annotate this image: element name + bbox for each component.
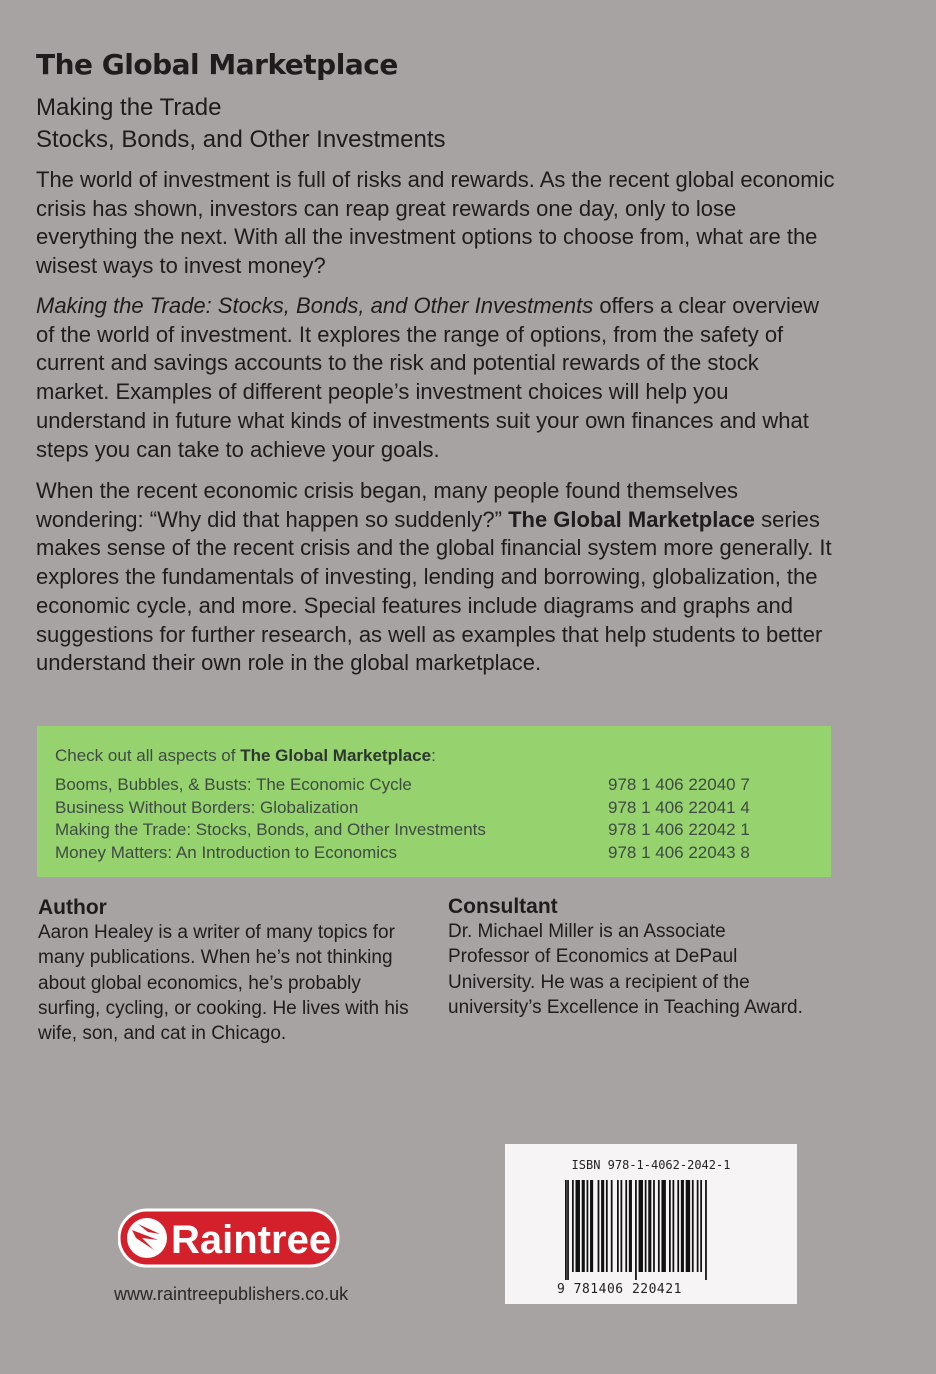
series-list-box (37, 726, 831, 877)
paragraph-3-text-a: When the recent economic crisis began, many people found themselves wondering: “Why did that happen so suddenly?” (36, 478, 738, 532)
series-book-isbn: 978 1 406 22040 7 (608, 775, 750, 794)
author-bio: Aaron Healey is a writer of many topics for many publications. When he’s not thinking about global economics, he’s probably surfing, cycling, or cooking. He lives with his wife, son, and cat in Chicago. (38, 922, 409, 1045)
raintree-logo-icon (118, 1208, 340, 1270)
barcode-panel (505, 1144, 797, 1304)
book-title-line2: Stocks, Bonds, and Other Investments (36, 126, 446, 153)
logo-wordmark: Raintree (171, 1218, 332, 1262)
book-title-line1: Making the Trade (36, 94, 222, 121)
description-paragraph-3 (36, 477, 836, 678)
series-book-row (55, 843, 815, 866)
series-book-title: Money Matters: An Introduction to Economics (55, 843, 398, 862)
barcode-isbn-label: ISBN 978-1-4062-2042-1 (571, 1158, 731, 1172)
raintree-logo (118, 1208, 340, 1275)
series-title: The Global Marketplace (36, 48, 398, 81)
consultant-heading: Consultant (448, 895, 558, 918)
author-heading: Author (38, 896, 107, 919)
series-book-title: Booms, Bubbles, & Busts: The Economic Cycle (55, 775, 412, 794)
series-book-title: Making the Trade: Stocks, Bonds, and Other Investments (55, 820, 486, 839)
series-book-title: Business Without Borders: Globalization (55, 798, 359, 817)
series-book-isbn: 978 1 406 22042 1 (608, 820, 750, 839)
paragraph-2-text: offers a clear overview of the world of investment. It explores the range of options, from the safety of current and savings accounts to the risk and potential rewards of the stock market. Examples of different people’s investment choices will help you understand in future what kinds of investments suit your own finances and what steps you can take to achieve your goals. (36, 293, 820, 462)
series-book-isbn: 978 1 406 22041 4 (608, 798, 750, 817)
series-intro-bold: The Global Marketplace (240, 746, 432, 765)
consultant-bio: Dr. Michael Miller is an Associate Professor of Economics at DePaul University. He was a recipient of the university’s Excellence in Teaching Award. (448, 921, 803, 1018)
series-intro-text: Check out all aspects of (55, 746, 241, 765)
series-book-isbn: 978 1 406 22043 8 (608, 843, 750, 862)
publisher-url: www.raintreepublishers.co.uk (114, 1284, 349, 1304)
series-intro-end: : (431, 746, 436, 765)
series-box-intro (55, 746, 436, 766)
series-book-row (55, 798, 815, 821)
description-paragraph-1: The world of investment is full of risks and rewards. As the recent global economic crisis has shown, investors can reap great rewards one day, only to lose everything the next. With all the investment options to choose from, what are the wisest ways to invest money? (36, 167, 835, 279)
barcode-digits: 9 781406 220421 (557, 1282, 682, 1297)
paragraph-3-text-b: series makes sense of the recent crisis and the global financial system more generally. It explores the fundamentals of investing, lending and borrowing, globalization, the economic cycle, and more. Special features include diagrams and graphs and suggestions for further research, as well as examples that help students to better understand their own role in the global marketplace. (36, 506, 832, 676)
series-book-row (55, 775, 815, 798)
series-name-bold: The Global Marketplace (508, 506, 756, 532)
book-title-italic: Making the Trade: Stocks, Bonds, and Other Investments (36, 293, 594, 318)
barcode-icon (565, 1180, 737, 1280)
series-book-row (55, 820, 815, 843)
description-paragraph-2 (36, 292, 836, 464)
book-title (36, 92, 446, 156)
